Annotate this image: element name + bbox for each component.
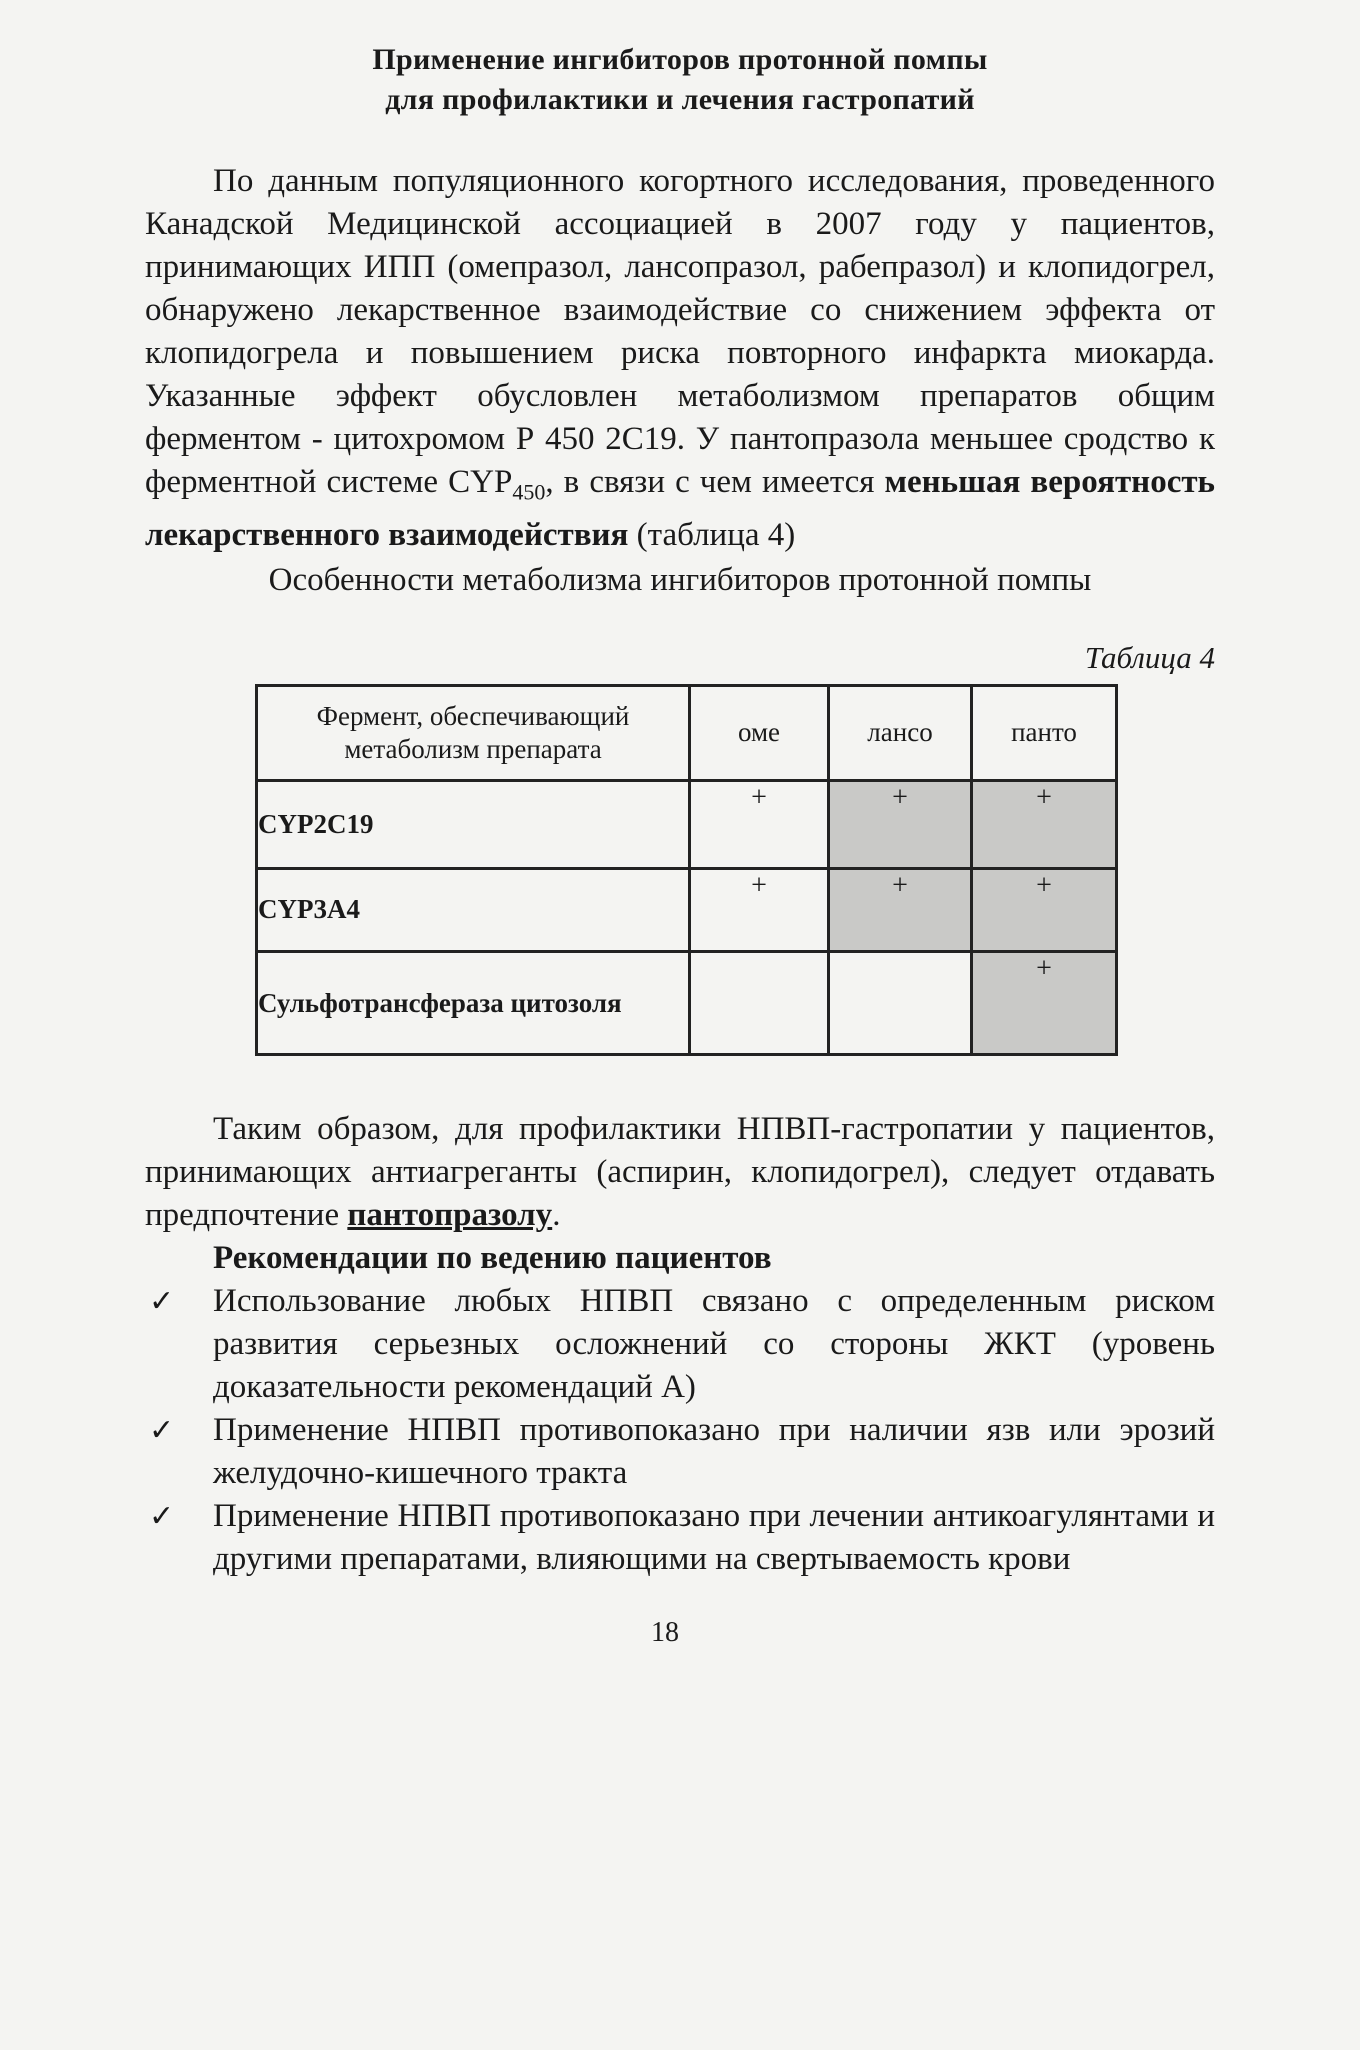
cell-panto: + — [972, 951, 1117, 1054]
list-item-text: Применение НПВП противопоказано при лечении антикоагулянтами и другими препаратами, влияющими на свертываемость крови — [213, 1497, 1215, 1577]
enzyme-name: CYP3A4 — [257, 868, 690, 951]
metabolism-table — [255, 684, 1118, 1056]
table-row — [257, 780, 1117, 868]
list-item — [145, 1409, 1215, 1495]
header-panto: панто — [972, 685, 1117, 780]
paragraph-intro-text-c: (таблица 4) — [628, 516, 796, 553]
cell-ome: + — [690, 780, 829, 868]
recommendations-list — [145, 1280, 1215, 1581]
enzyme-name: Сульфотрансфераза цитозоля — [257, 951, 690, 1054]
table-row — [257, 868, 1117, 951]
cell-panto: + — [972, 868, 1117, 951]
checkmark-icon: ✓ — [149, 1498, 175, 1534]
paragraph-intro-text-a: По данным популяционного когортного исследования, проведенного Канадской Медицинской ассоциацией в 2007 году у пациентов, принимающих ИПП (омепразол, лансопразол, рабепразол) и клопидогрел, обнаружено лекарственное взаимодействие со снижением эффекта от клопидогрела и повышением риска повторного инфаркта миокарда. Указанные эффект обусловлен метаболизмом препаратов общим ферментом - цитохромом Р 450 2С19. У пантопразола меньшее сродство к ферментной системе CYP — [145, 163, 1215, 500]
paragraph-conclusion-text-a: Таким образом, для профилактики НПВП-гастропатии у пациентов, принимающих антиагреганты (аспирин, клопидогрел), следует отдавать предпочтение — [145, 1110, 1215, 1233]
cell-panto: + — [972, 780, 1117, 868]
paragraph-intro — [145, 160, 1215, 557]
table-header-row — [257, 685, 1117, 780]
cell-lanso: + — [829, 780, 972, 868]
table-caption: Особенности метаболизма ингибиторов протонной помпы — [268, 561, 1092, 598]
paragraph-intro-bold: меньшая вероятность лекарственного взаимодействия — [145, 464, 1215, 553]
recommendations-heading: Рекомендации по ведению пациентов — [213, 1239, 772, 1276]
list-item-text: Применение НПВП противопоказано при наличии язв или эрозий желудочно-кишечного тракта — [213, 1411, 1215, 1491]
page-number: 18 — [651, 1616, 679, 1648]
table-label: Таблица 4 — [1084, 639, 1215, 675]
header-lanso: лансо — [829, 685, 972, 780]
paragraph-conclusion-text-b: . — [552, 1196, 561, 1233]
cell-ome — [690, 951, 829, 1054]
title-line-2: для профилактики и лечения гастропатий — [385, 83, 975, 116]
enzyme-name: CYP2C19 — [257, 780, 690, 868]
page-title — [145, 40, 1215, 120]
title-line-1: Применение ингибиторов протонной помпы — [372, 43, 988, 76]
list-item — [145, 1280, 1215, 1409]
paragraph-conclusion — [145, 1108, 1215, 1237]
header-ome: оме — [690, 685, 829, 780]
cell-ome: + — [690, 868, 829, 951]
document-page — [145, 40, 1215, 1649]
cell-lanso: + — [829, 868, 972, 951]
header-enzyme: Фермент, обеспечивающий метаболизм препарата — [257, 685, 690, 780]
table-row — [257, 951, 1117, 1054]
list-item — [145, 1495, 1215, 1581]
paragraph-conclusion-underlined: пантопразолу — [347, 1196, 553, 1233]
cell-lanso — [829, 951, 972, 1054]
checkmark-icon: ✓ — [149, 1412, 175, 1448]
checkmark-icon: ✓ — [149, 1283, 175, 1319]
cyp-subscript: 450 — [512, 479, 546, 505]
paragraph-intro-text-b: , в связи с чем имеется — [545, 464, 885, 500]
list-item-text: Использование любых НПВП связано с определенным риском развития серьезных осложнений со стороны ЖКТ (уровень доказательности рекомендаций А) — [213, 1282, 1215, 1405]
